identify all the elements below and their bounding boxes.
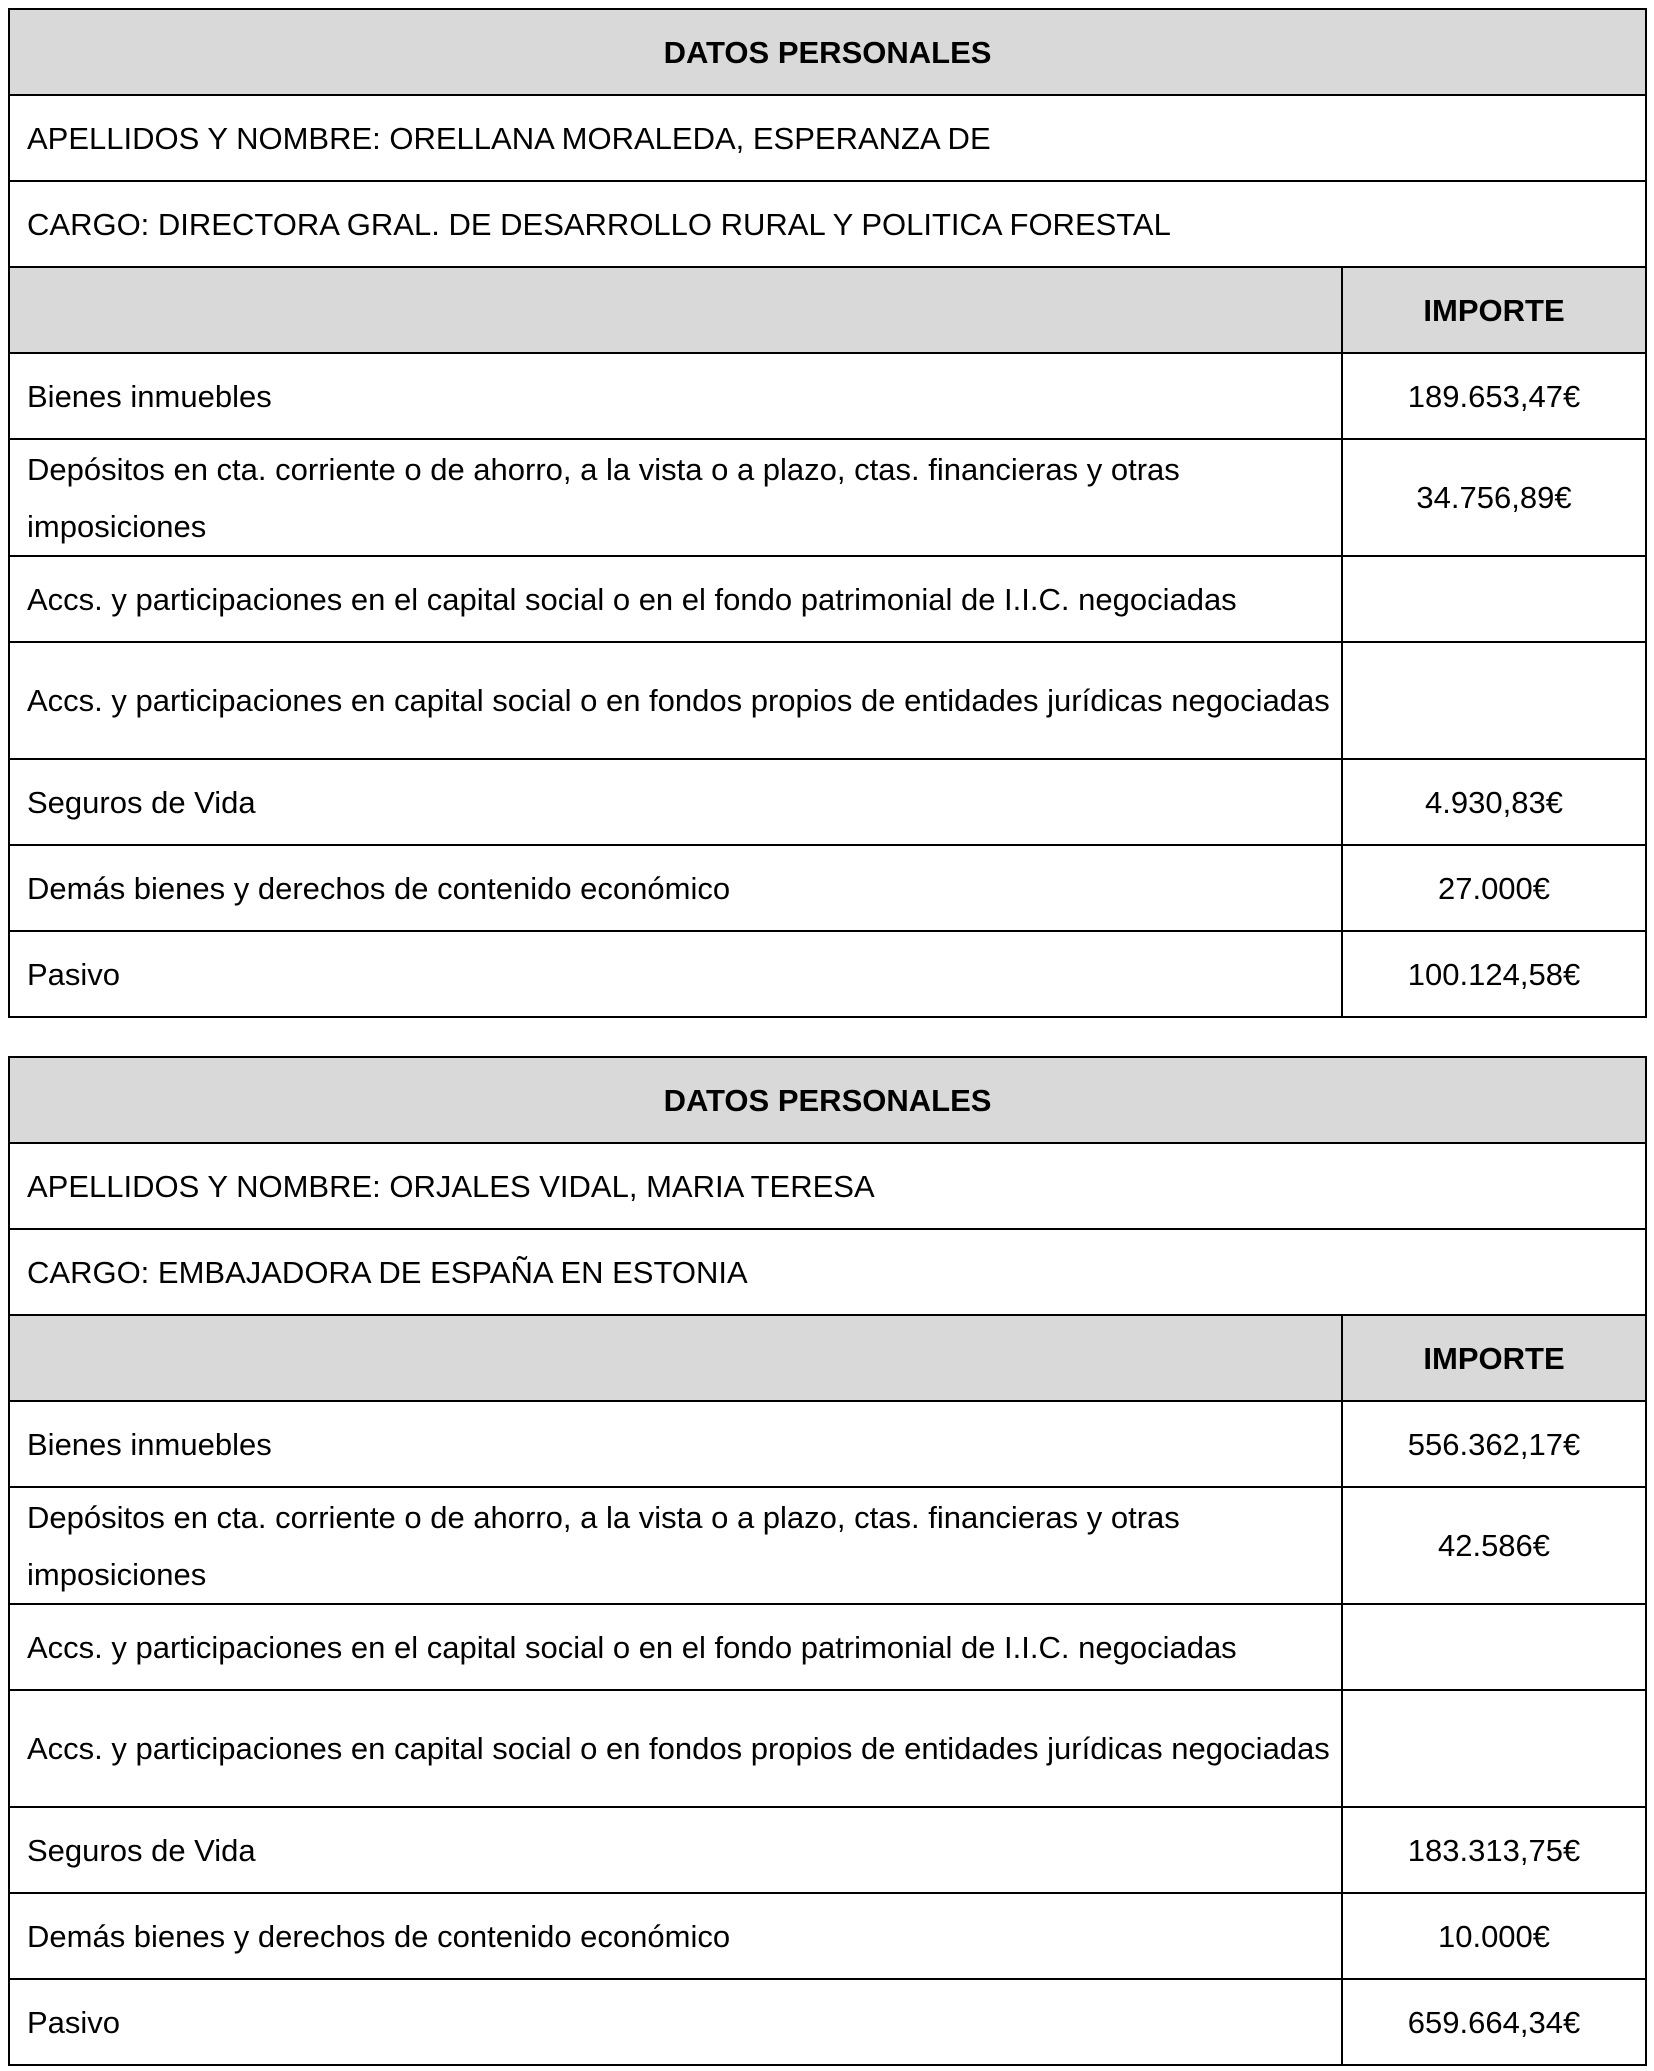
declaration-table-1 <box>8 8 1647 1018</box>
row-amount: 27.000€ <box>1342 845 1646 931</box>
declaration-table-2 <box>8 1056 1647 2066</box>
row-concept: Accs. y participaciones en capital social o en fondos propios de entidades jurídicas negociadas <box>9 1690 1342 1807</box>
row-amount <box>1342 642 1646 759</box>
position-line: CARGO: DIRECTORA GRAL. DE DESARROLLO RURAL Y POLITICA FORESTAL <box>9 181 1646 267</box>
row-concept: Pasivo <box>9 931 1342 1017</box>
row-amount <box>1342 1690 1646 1807</box>
row-amount: 10.000€ <box>1342 1893 1646 1979</box>
row-concept: Depósitos en cta. corriente o de ahorro, a la vista o a plazo, ctas. financieras y otras imposiciones <box>9 1487 1342 1604</box>
concept-column-header <box>9 1315 1342 1401</box>
row-amount: 659.664,34€ <box>1342 1979 1646 2065</box>
amount-column-header: IMPORTE <box>1342 267 1646 353</box>
table-row <box>9 1893 1646 1979</box>
row-concept: Demás bienes y derechos de contenido económico <box>9 1893 1342 1979</box>
table-row <box>9 1604 1646 1690</box>
row-amount: 183.313,75€ <box>1342 1807 1646 1893</box>
row-concept: Accs. y participaciones en el capital social o en el fondo patrimonial de I.I.C. negociadas <box>9 1604 1342 1690</box>
row-concept: Seguros de Vida <box>9 759 1342 845</box>
row-concept: Bienes inmuebles <box>9 353 1342 439</box>
table-row <box>9 353 1646 439</box>
table-row <box>9 759 1646 845</box>
section-header: DATOS PERSONALES <box>9 1057 1646 1143</box>
table-row <box>9 439 1646 556</box>
table-row <box>9 1807 1646 1893</box>
row-amount: 34.756,89€ <box>1342 439 1646 556</box>
section-header: DATOS PERSONALES <box>9 9 1646 95</box>
row-amount <box>1342 1604 1646 1690</box>
concept-column-header <box>9 267 1342 353</box>
row-amount: 100.124,58€ <box>1342 931 1646 1017</box>
row-amount: 4.930,83€ <box>1342 759 1646 845</box>
row-concept: Demás bienes y derechos de contenido económico <box>9 845 1342 931</box>
row-amount <box>1342 556 1646 642</box>
table-row <box>9 931 1646 1017</box>
table-row <box>9 1487 1646 1604</box>
table-row <box>9 1979 1646 2065</box>
name-line: APELLIDOS Y NOMBRE: ORELLANA MORALEDA, ESPERANZA DE <box>9 95 1646 181</box>
row-concept: Seguros de Vida <box>9 1807 1342 1893</box>
table-row <box>9 1690 1646 1807</box>
table-row <box>9 556 1646 642</box>
amount-column-header: IMPORTE <box>1342 1315 1646 1401</box>
row-concept: Pasivo <box>9 1979 1342 2065</box>
row-amount: 556.362,17€ <box>1342 1401 1646 1487</box>
name-line: APELLIDOS Y NOMBRE: ORJALES VIDAL, MARIA TERESA <box>9 1143 1646 1229</box>
table-row <box>9 1401 1646 1487</box>
row-concept: Accs. y participaciones en el capital social o en el fondo patrimonial de I.I.C. negociadas <box>9 556 1342 642</box>
row-concept: Accs. y participaciones en capital social o en fondos propios de entidades jurídicas negociadas <box>9 642 1342 759</box>
row-amount: 189.653,47€ <box>1342 353 1646 439</box>
position-line: CARGO: EMBAJADORA DE ESPAÑA EN ESTONIA <box>9 1229 1646 1315</box>
row-concept: Bienes inmuebles <box>9 1401 1342 1487</box>
table-row <box>9 845 1646 931</box>
table-row <box>9 642 1646 759</box>
row-concept: Depósitos en cta. corriente o de ahorro, a la vista o a plazo, ctas. financieras y otras imposiciones <box>9 439 1342 556</box>
row-amount: 42.586€ <box>1342 1487 1646 1604</box>
